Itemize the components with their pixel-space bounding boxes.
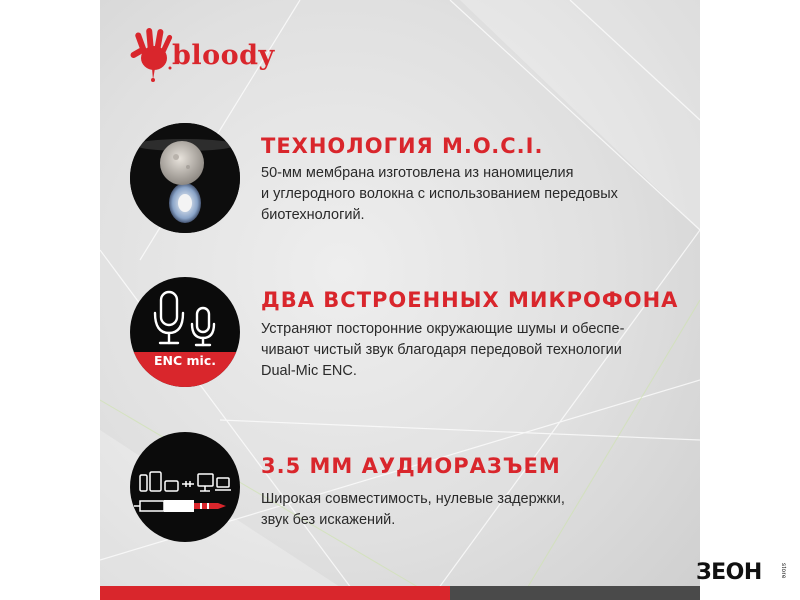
promo-panel: [100, 0, 700, 600]
enc-mic-badge: ENC mic.: [154, 353, 216, 368]
footer-accent-bar: [100, 586, 450, 600]
microphones-icon: [130, 277, 240, 387]
feature-description: [261, 319, 681, 382]
description-line: звук без искажений.: [261, 512, 396, 528]
feature-moci: [130, 123, 690, 233]
description-line: Dual-Mic ENC.: [261, 363, 357, 379]
description-line: и углеродного волокна с использованием передовых: [261, 186, 618, 202]
store-subtitle: store: [780, 563, 786, 579]
logo-wordmark: bloody: [172, 40, 275, 71]
feature-description: [261, 489, 681, 531]
feature-microphones: [130, 277, 690, 387]
membrane-speaker-icon: [130, 123, 240, 233]
description-line: 50-мм мембрана изготовлена из наномицелия: [261, 165, 574, 181]
description-line: чивают чистый звук благодаря передовой технологии: [261, 342, 622, 358]
zeon-store-logo: [696, 560, 796, 586]
description-line: биотехнологий.: [261, 207, 365, 223]
store-wordmark: ЗЕОН: [696, 560, 762, 585]
audio-jack-icon: [130, 432, 240, 542]
feature-audio-jack: [130, 432, 690, 542]
feature-title: 3.5 ММ АУДИОРАЗЪЕМ: [261, 454, 561, 478]
feature-title: ДВА ВСТРОЕННЫХ МИКРОФОНА: [261, 288, 679, 312]
description-line: Устраняют посторонние окружающие шумы и обеспе-: [261, 321, 625, 337]
description-line: Широкая совместимость, нулевые задержки,: [261, 491, 565, 507]
footer-dark-bar: [450, 586, 700, 600]
feature-description: [261, 163, 681, 226]
feature-title: ТЕХНОЛОГИЯ M.O.C.I.: [261, 134, 544, 158]
